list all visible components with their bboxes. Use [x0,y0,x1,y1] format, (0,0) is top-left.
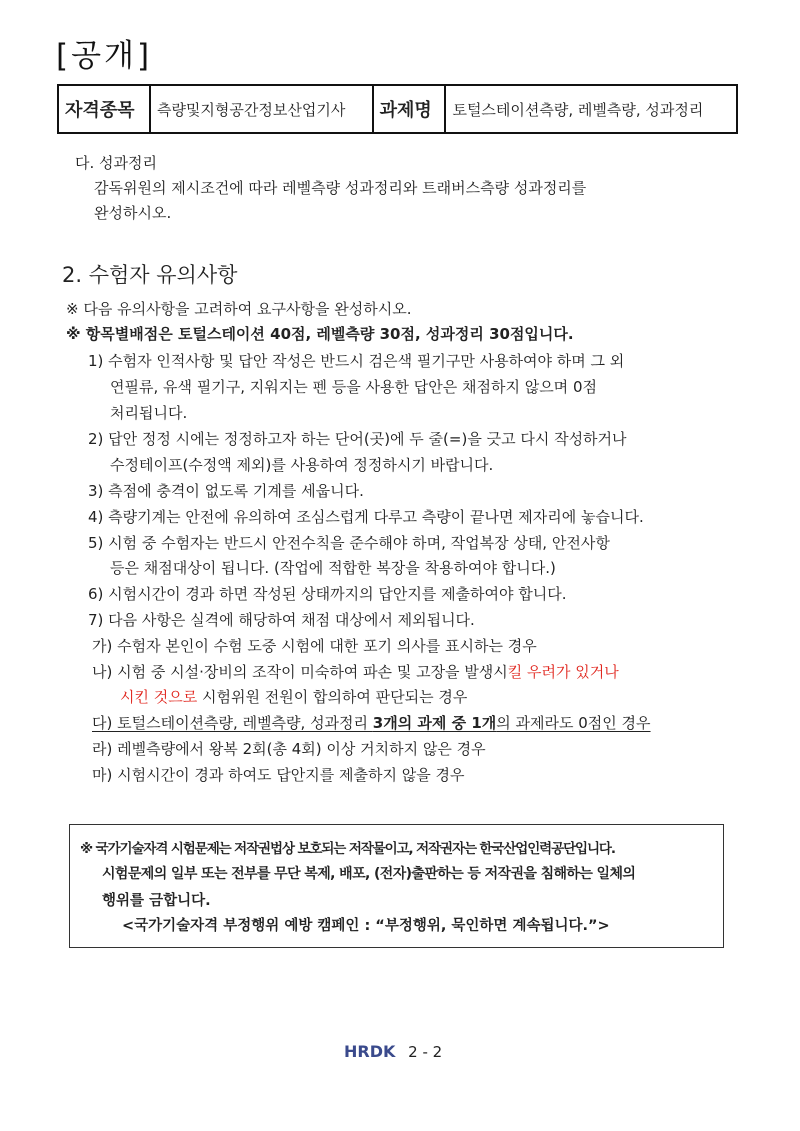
subitem-da [92,712,651,733]
info-table [57,84,738,134]
subitem-na-text-2b: 시험위원 전원이 합의하여 판단되는 경우 [197,688,468,706]
subitem-da-text-b: 3개의 과제 중 1개 [372,714,497,732]
page-number: 2 - 2 [408,1043,443,1061]
section-da-heading: 다. 성과정리 [75,154,157,172]
item-3: 3) 측점에 충격이 없도록 기계를 세웁니다. [88,482,364,500]
notice-line-2: 시험문제의 일부 또는 전부를 무단 복제, 배포, (전자)출판하는 등 저작권을 침해하는 일체의 [102,866,636,882]
subitem-na-text-1a: 나) 시험 중 시설·장비의 조작이 미숙하여 파손 및 고장을 발생시 [92,663,508,681]
section-2-title: 2. 수험자 유의사항 [62,263,238,287]
task-label: 과제명 [373,85,446,133]
qualification-label: 자격종목 [58,85,150,133]
copyright-notice-box [69,824,724,948]
item-5-line-1: 5) 시험 중 수험자는 반드시 안전수칙을 준수해야 하며, 작업복장 상태, 안전사항 [88,534,610,552]
subitem-na-text-1b: 킬 우려가 있거나 [507,663,619,681]
item-5-line-2: 등은 채점대상이 됩니다. (작업에 적합한 복장을 착용하여야 합니다.) [110,559,556,577]
item-1-line-3: 처리됩니다. [110,404,188,422]
notice-line-1: ※ 국가기술자격 시험문제는 저작권법상 보호되는 저작물이고, 저작권자는 한국산업인력공단입니다. [80,841,615,857]
subitem-ma: 마) 시험시간이 경과 하여도 답안지를 제출하지 않을 경우 [92,766,465,784]
subitem-ra: 라) 레벨측량에서 왕복 2회(총 4회) 이상 거치하지 않은 경우 [92,740,486,758]
item-2-line-1: 2) 답안 정정 시에는 정정하고자 하는 단어(곳)에 두 줄(=)을 긋고 다시 작성하거나 [88,430,627,448]
hrdk-logo: HRDK [344,1042,396,1061]
item-1-line-1: 1) 수험자 인적사항 및 답안 작성은 반드시 검은색 필기구만 사용하여야 하며 그 외 [88,352,625,370]
section-da-text-1: 감독위원의 제시조건에 따라 레벨측량 성과정리와 트래버스측량 성과정리를 [94,179,587,197]
item-1-line-2: 연필류, 유색 필기구, 지워지는 펜 등을 사용한 답안은 채점하지 않으며 0점 [110,378,597,396]
item-2-line-2: 수정테이프(수정액 제외)를 사용하여 정정하시기 바랍니다. [110,456,494,474]
note-1: ※ 다음 유의사항을 고려하여 요구사항을 완성하시오. [66,300,412,318]
subitem-ga: 가) 수험자 본인이 수험 도중 시험에 대한 포기 의사를 표시하는 경우 [92,637,537,655]
subitem-na-line-1 [92,661,619,682]
item-7: 7) 다음 사항은 실격에 해당하여 채점 대상에서 제외됩니다. [88,611,475,629]
notice-line-3: 행위를 금합니다. [102,893,211,909]
section-da-text-2: 완성하시오. [94,204,172,222]
subitem-da-text-c: 의 과제라도 0점인 경우 [496,714,651,732]
subitem-na-text-2a: 시킨 것으로 [120,688,198,706]
page-footer [344,1042,442,1061]
task-value: 토털스테이션측량, 레벨측량, 성과정리 [445,85,737,133]
item-4: 4) 측량기계는 안전에 유의하여 조심스럽게 다루고 측량이 끝나면 제자리에 놓습니다. [88,508,644,526]
item-6: 6) 시험시간이 경과 하면 작성된 상태까지의 답안지를 제출하여야 합니다. [88,585,567,603]
subitem-na-line-2 [120,686,467,707]
subitem-da-text-a: 다) 토털스테이션측량, 레벨측량, 성과정리 [92,714,373,732]
qualification-value: 측량및지형공간정보산업기사 [150,85,373,133]
note-2: ※ 항목별배점은 토털스테이션 40점, 레벨측량 30점, 성과정리 30점입니다. [66,325,574,343]
notice-line-4: <국가기술자격 부정행위 예방 캠페인 : “부정행위, 묵인하면 계속됩니다.”> [122,918,610,934]
page-title: [공개] [56,38,153,74]
